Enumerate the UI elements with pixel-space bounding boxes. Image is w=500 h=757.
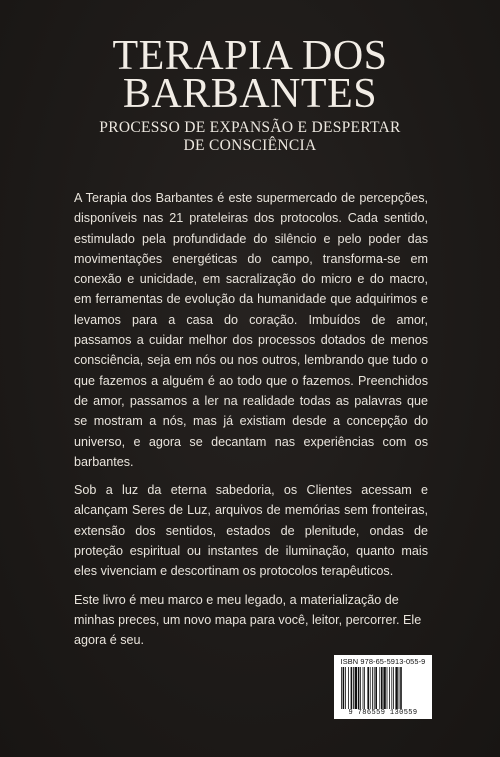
barcode-digits: 9 786559 130559 bbox=[348, 709, 418, 717]
book-title-line-1: TERAPIA DOS bbox=[112, 33, 388, 79]
book-subtitle-line-2: DE CONSCIÊNCIA bbox=[183, 137, 317, 154]
barcode-icon bbox=[340, 667, 426, 709]
isbn-label: ISBN 978-65-5913-055-9 bbox=[340, 657, 426, 666]
synopsis-paragraph-2: Sob a luz da eterna sabedoria, os Clientes acessam e alcançam Seres de Luz, arquivos de memórias sem fronteiras, extensão dos sentidos, estados de plenitude, ondas de proteção espiritual ou instantes de iluminação, quanto mais eles vivenciam e descortinam os protocolos terapêuticos. bbox=[74, 483, 428, 579]
book-title-line-2: BARBANTES bbox=[122, 71, 378, 117]
synopsis bbox=[74, 188, 428, 659]
synopsis-paragraph-1: A Terapia dos Barbantes é este supermercado de percepções, disponíveis nas 21 prateleiras dos protocolos. Cada sentido, estimulado pela profundidade do silêncio e pelo poder das movimentações energéticas do campo, transforma-se em conexão e unicidade, em sacralização do micro e do macro, em ferramentas de evolução da humanidade que adquirimos e levamos para a casa do coração. Imbuídos de amor, passamos a cuidar melhor dos processos dotados de menos consciência, seja em nós ou nos outros, lembrando que tudo o que fazemos a alguém é ao todo que o fazemos. Preenchidos de amor, passamos a ler na realidade todas as palavras que se mostram a nós, mas já existiam desde a concepção do universo, e agora se decantam nas experiências com os barbantes. bbox=[74, 191, 428, 469]
isbn-barcode-box bbox=[334, 655, 432, 719]
synopsis-paragraph-3: Este livro é meu marco e meu legado, a materialização de minhas preces, um novo mapa para você, leitor, percorrer. Ele agora é seu. bbox=[74, 592, 422, 648]
book-subtitle-line-1: PROCESSO DE EXPANSÃO E DESPERTAR bbox=[99, 119, 401, 136]
